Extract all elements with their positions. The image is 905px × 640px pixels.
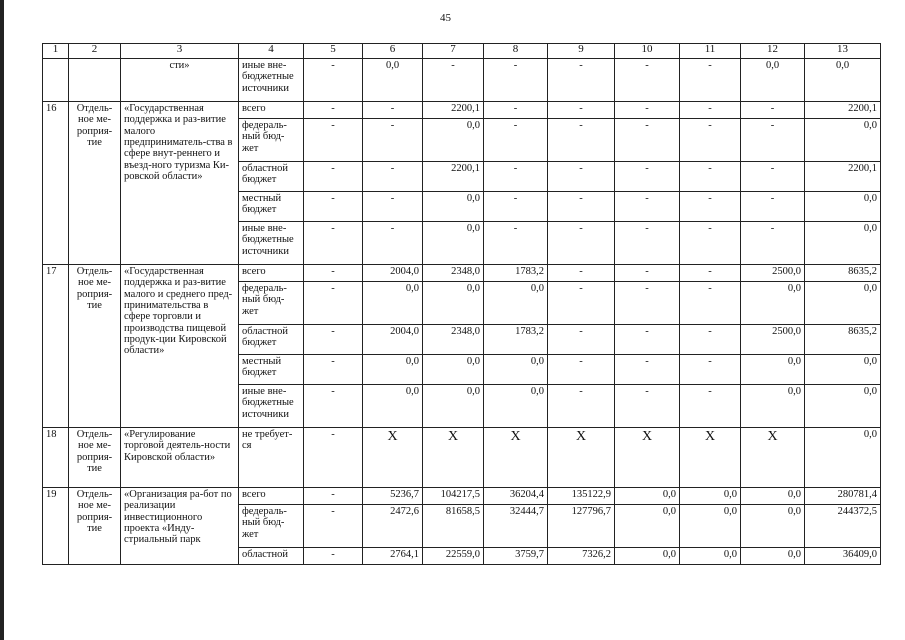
col-header: 8 [484,44,548,59]
cell-value: 0,0 [615,505,680,548]
col-header: 11 [680,44,741,59]
cell-value: 2348,0 [423,325,484,355]
cell-value: - [484,59,548,102]
cell-value: 135122,9 [548,488,615,505]
cell-value: 0,0 [741,282,805,325]
table-row-continuation [43,59,881,102]
cell-value: 0,0 [741,59,805,102]
cell-value: 0,0 [423,119,484,162]
cell-value: 0,0 [805,282,881,325]
cell-value: - [423,59,484,102]
cell-value: - [304,162,363,192]
cell-value: 0,0 [363,282,423,325]
cell-value: 22559,0 [423,548,484,565]
col-header: 13 [805,44,881,59]
cell-kind [69,59,121,102]
cell-value: 2200,1 [423,162,484,192]
cell-value: - [304,192,363,222]
cell-value: - [615,192,680,222]
cell-value: - [680,265,741,282]
cell-value: X [548,428,615,488]
cell-value: - [548,325,615,355]
cell-value: 0,0 [805,59,881,102]
cell-value: 5236,7 [363,488,423,505]
cell-value: 36204,4 [484,488,548,505]
cell-value: - [615,59,680,102]
col-header: 10 [615,44,680,59]
cell-value: 0,0 [805,192,881,222]
cell-source: не требует-ся [239,428,304,488]
cell-kind: Отдель-ное ме-роприя-тие [69,102,121,265]
cell-value: 2500,0 [741,265,805,282]
cell-num [43,59,69,102]
cell-value: - [363,192,423,222]
cell-source: иные вне-бюджетные источники [239,59,304,102]
cell-value: 0,0 [741,488,805,505]
cell-value: X [423,428,484,488]
cell-value: 0,0 [423,355,484,385]
cell-value: - [304,265,363,282]
cell-value: 0,0 [741,548,805,565]
cell-value: - [304,385,363,428]
cell-value: - [615,265,680,282]
table-row [43,265,881,282]
cell-value: - [548,385,615,428]
cell-value: 0,0 [363,59,423,102]
cell-value: - [680,282,741,325]
cell-value: 32444,7 [484,505,548,548]
cell-name: «Регулирование торговой деятель-ности Кировской области» [121,428,239,488]
cell-value: X [615,428,680,488]
cell-value: 0,0 [805,222,881,265]
cell-value: - [615,222,680,265]
cell-value: - [548,102,615,119]
cell-value: - [304,325,363,355]
budget-table [42,43,881,565]
cell-value: - [304,222,363,265]
cell-value: 2004,0 [363,265,423,282]
cell-value: 0,0 [423,385,484,428]
cell-value: 0,0 [680,505,741,548]
cell-value: - [615,385,680,428]
cell-value: 0,0 [680,548,741,565]
cell-value: 0,0 [615,488,680,505]
cell-value: 8635,2 [805,265,881,282]
cell-value: - [680,222,741,265]
cell-value: 0,0 [741,505,805,548]
cell-value: - [304,505,363,548]
cell-value: 2200,1 [423,102,484,119]
col-header: 2 [69,44,121,59]
cell-value: - [484,192,548,222]
cell-value: X [363,428,423,488]
cell-source: всего [239,265,304,282]
cell-value: - [484,102,548,119]
cell-value: - [741,119,805,162]
cell-value: 0,0 [363,355,423,385]
cell-value: - [615,162,680,192]
cell-value: 127796,7 [548,505,615,548]
cell-value: X [484,428,548,488]
cell-value: 0,0 [805,119,881,162]
cell-value: 2500,0 [741,325,805,355]
cell-value: 0,0 [680,488,741,505]
cell-value: - [548,119,615,162]
cell-value: - [680,59,741,102]
cell-value: 2200,1 [805,162,881,192]
table-row [43,428,881,488]
cell-value: 2764,1 [363,548,423,565]
cell-value: - [484,119,548,162]
cell-value: - [304,59,363,102]
cell-value: 1783,2 [484,325,548,355]
cell-value: 8635,2 [805,325,881,355]
cell-value: - [304,428,363,488]
page-number: 45 [440,12,451,24]
cell-value: - [741,162,805,192]
cell-value: - [363,162,423,192]
cell-value: - [363,222,423,265]
cell-value: - [680,102,741,119]
cell-value: 0,0 [805,428,881,488]
cell-value: - [548,222,615,265]
cell-source: областной бюджет [239,162,304,192]
cell-value: - [680,192,741,222]
cell-source: иные вне-бюджетные источники [239,385,304,428]
cell-source: областной [239,548,304,565]
cell-num: 19 [43,488,69,565]
cell-kind: Отдель-ное ме-роприя-тие [69,428,121,488]
cell-value: 2348,0 [423,265,484,282]
cell-value: 0,0 [805,355,881,385]
cell-value: 3759,7 [484,548,548,565]
cell-value: - [615,355,680,385]
cell-kind: Отдель-ное ме-роприя-тие [69,265,121,428]
cell-value: - [304,282,363,325]
cell-value: 0,0 [484,385,548,428]
cell-value: - [304,119,363,162]
cell-value: - [363,102,423,119]
cell-value: - [548,162,615,192]
cell-value: - [680,325,741,355]
col-header: 7 [423,44,484,59]
cell-value: - [680,162,741,192]
cell-source: федераль-ный бюд-жет [239,505,304,548]
cell-value: - [548,355,615,385]
cell-value: 0,0 [615,548,680,565]
cell-num: 16 [43,102,69,265]
col-header: 5 [304,44,363,59]
page-edge-bar [0,0,4,640]
cell-source: всего [239,102,304,119]
cell-value: 0,0 [423,222,484,265]
cell-value: - [548,192,615,222]
cell-source: областной бюджет [239,325,304,355]
col-header: 12 [741,44,805,59]
cell-value: - [304,548,363,565]
col-header: 3 [121,44,239,59]
cell-value: - [304,102,363,119]
cell-value: - [741,222,805,265]
cell-value: X [741,428,805,488]
cell-value: - [615,282,680,325]
cell-value: 0,0 [805,385,881,428]
cell-value: - [680,385,741,428]
cell-value: - [680,119,741,162]
cell-source: местный бюджет [239,192,304,222]
cell-value: - [615,102,680,119]
cell-value: 0,0 [484,355,548,385]
cell-value: 2200,1 [805,102,881,119]
cell-value: - [548,59,615,102]
cell-value: - [363,119,423,162]
cell-value: 280781,4 [805,488,881,505]
cell-value: - [548,265,615,282]
col-header: 9 [548,44,615,59]
header-row [43,44,881,59]
cell-name: сти» [121,59,239,102]
cell-num: 17 [43,265,69,428]
cell-value: X [680,428,741,488]
cell-value: 0,0 [741,385,805,428]
cell-value: - [304,355,363,385]
cell-value: 0,0 [423,282,484,325]
cell-value: - [741,102,805,119]
cell-value: 0,0 [484,282,548,325]
table-row [43,488,881,505]
cell-value: - [615,325,680,355]
cell-source: всего [239,488,304,505]
cell-value: - [304,488,363,505]
table-row [43,102,881,119]
cell-value: 7326,2 [548,548,615,565]
cell-value: - [615,119,680,162]
cell-source: федераль-ный бюд-жет [239,282,304,325]
cell-value: - [680,355,741,385]
cell-value: 81658,5 [423,505,484,548]
cell-value: - [484,162,548,192]
cell-num: 18 [43,428,69,488]
cell-source: федераль-ный бюд-жет [239,119,304,162]
cell-value: 1783,2 [484,265,548,282]
cell-value: 2004,0 [363,325,423,355]
cell-name: «Государственная поддержка и раз-витие малого предприниматель-ства в сфере внут-реннего и въезд-ного туризма Ки-ровской области» [121,102,239,265]
cell-value: 104217,5 [423,488,484,505]
col-header: 6 [363,44,423,59]
cell-value: 36409,0 [805,548,881,565]
cell-value: 0,0 [741,355,805,385]
cell-value: - [741,192,805,222]
cell-source: местный бюджет [239,355,304,385]
cell-value: 0,0 [423,192,484,222]
cell-value: 244372,5 [805,505,881,548]
cell-value: 2472,6 [363,505,423,548]
col-header: 1 [43,44,69,59]
cell-name: «Организация ра-бот по реализации инвестиционного проекта «Инду-стриальный парк [121,488,239,565]
col-header: 4 [239,44,304,59]
cell-name: «Государственная поддержка и раз-витие малого и среднего пред-принимательства в сфере торговли и производства пищевой продук-ции Кировской области» [121,265,239,428]
cell-source: иные вне-бюджетные источники [239,222,304,265]
cell-value: - [484,222,548,265]
cell-value: 0,0 [363,385,423,428]
cell-value: - [548,282,615,325]
cell-kind: Отдель-ное ме-роприя-тие [69,488,121,565]
